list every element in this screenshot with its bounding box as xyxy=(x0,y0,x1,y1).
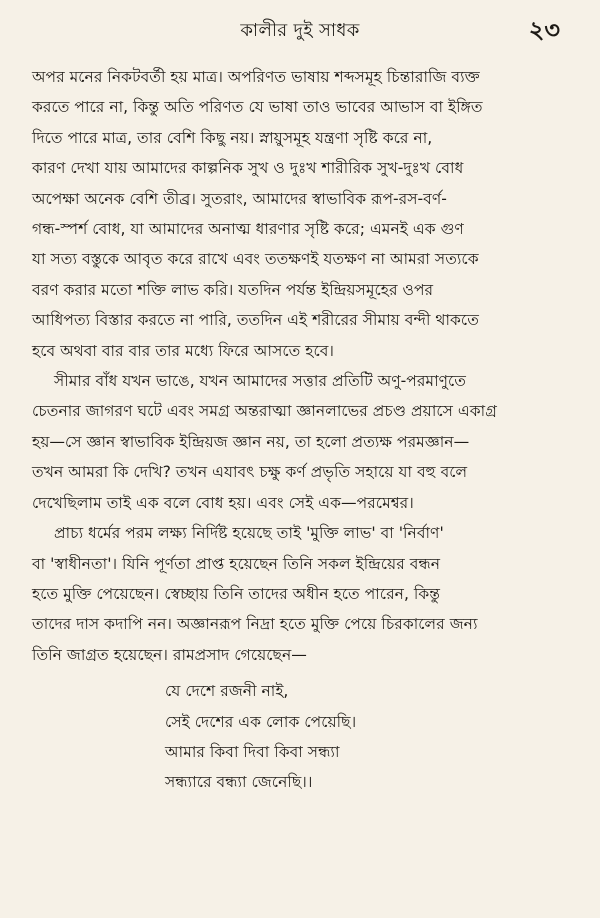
text-line: গন্ধ-স্পর্শ বোধ, যা আমাদের অনাত্ম ধারণার সৃষ্টি করে; এমনই এক গুণ xyxy=(32,220,464,239)
text-line: হবে অথবা বার বার তার মধ্যে ফিরে আসতে হবে। xyxy=(32,341,335,360)
paragraph-1 xyxy=(32,62,572,366)
text-line: করতে পারে না, কিন্তু অতি পরিণত যে ভাষা তাও ভাবের আভাস বা ইঙ্গিত xyxy=(32,98,483,117)
song-verse xyxy=(165,676,572,798)
text-line: কারণ দেখা যায় আমাদের কাল্পনিক সুখ ও দুঃখ শারীরিক সুখ-দুঃখ বোধ xyxy=(32,159,464,178)
verse-line: আমার কিবা দিবা কিবা সন্ধ্যা xyxy=(165,742,340,761)
page-number: ২৩ xyxy=(528,16,560,44)
text-line: তিনি জাগ্রত হয়েছেন। রামপ্রসাদ গেয়েছেন— xyxy=(32,645,307,664)
page-header xyxy=(40,10,560,46)
text-line: অপেক্ষা অনেক বেশি তীব্র। সুতরাং, আমাদের স্বাভাবিক রূপ-রস-বর্ণ- xyxy=(32,189,447,208)
body-text xyxy=(32,62,572,798)
text-line: চেতনার জাগরণ ঘটে এবং সমগ্র অন্তরাত্মা জ্ঞানলাভের প্রচণ্ড প্রয়াসে একাগ্র xyxy=(32,402,497,421)
text-line: আধিপত্য বিস্তার করতে না পারি, ততদিন এই শরীরের সীমায় বন্দী থাকতে xyxy=(32,311,479,330)
text-line: যা সত্য বস্তুকে আবৃত করে রাখে এবং ততক্ষণই যতক্ষণ না আমরা সত্যকে xyxy=(32,250,479,269)
verse-line: সন্ধ্যারে বন্ধ্যা জেনেছি।। xyxy=(165,773,313,792)
verse-line: যে দেশে রজনী নাই, xyxy=(165,682,289,701)
text-line: তাদের দাস কদাপি নন। অজ্ঞানরূপ নিদ্রা হতে মুক্তি পেয়ে চিরকালের জন্য xyxy=(32,615,478,634)
text-line: প্রাচ্য ধর্মের পরম লক্ষ্য নির্দিষ্ট হয়েছে তাই 'মুক্তি লাভ' বা 'নির্বাণ' xyxy=(54,524,444,543)
text-line: হয়—সে জ্ঞান স্বাভাবিক ইন্দ্রিয়জ জ্ঞান নয়, তা হলো প্রত্যক্ষ পরমজ্ঞান— xyxy=(32,432,470,451)
verse-line: সেই দেশের এক লোক পেয়েছি। xyxy=(165,712,357,731)
text-line: হতে মুক্তি পেয়েছেন। স্বেচ্ছায় তিনি তাদের অধীন হতে পারেন, কিন্তু xyxy=(32,584,440,603)
text-line: বরণ করার মতো শক্তি লাভ করি। যতদিন পর্যন্ত ইন্দ্রিয়সমূহের ওপর xyxy=(32,280,434,299)
paragraph-3 xyxy=(32,518,572,670)
text-line: বা 'স্বাধীনতা'। যিনি পূর্ণতা প্রাপ্ত হয়েছেন তিনি সকল ইন্দ্রিয়ের বন্ধন xyxy=(32,554,441,573)
running-title: কালীর দুই সাধক xyxy=(240,20,360,41)
text-line: অপর মনের নিকটবর্তী হয় মাত্র। অপরিণত ভাষায় শব্দসমূহ চিন্তারাজি ব্যক্ত xyxy=(32,68,480,86)
text-line: তখন আমরা কি দেখি? তখন এযাবৎ চক্ষু কর্ণ প্রভৃতি সহায়ে যা বহু বলে xyxy=(32,463,468,482)
paragraph-2 xyxy=(32,366,572,518)
text-line: দেখেছিলাম তাই এক বলে বোধ হয়। এবং সেই এক—পরমেশ্বর। xyxy=(32,493,414,512)
text-line: দিতে পারে মাত্র, তার বেশি কিছু নয়। স্নায়ুসমূহ যন্ত্রণা সৃষ্টি করে না, xyxy=(32,128,433,147)
text-line: সীমার বাঁধ যখন ভাঙে, যখন আমাদের সত্তার প্রতিটি অণু-পরমাণুতে xyxy=(54,372,466,391)
